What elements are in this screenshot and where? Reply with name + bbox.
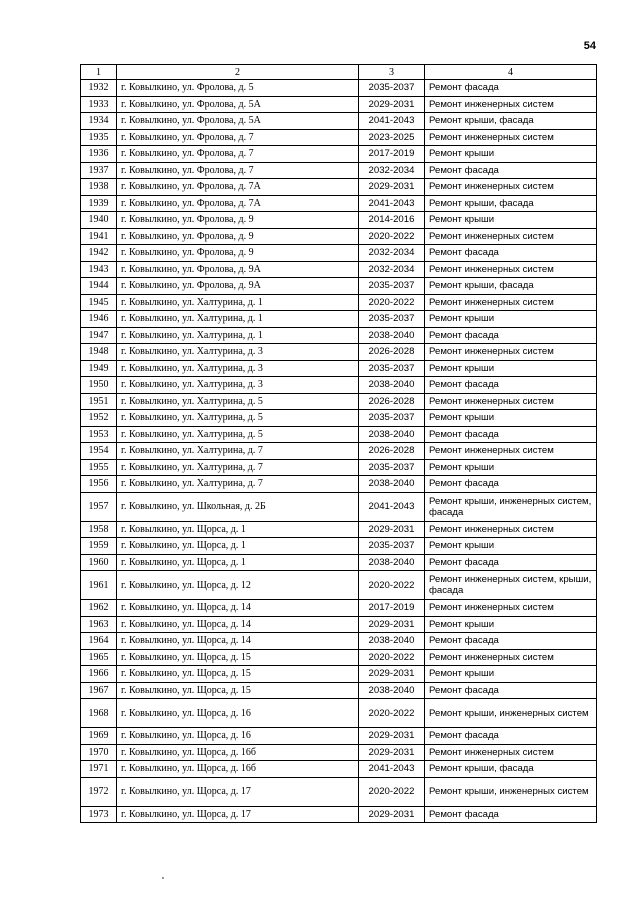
- table-row: [81, 228, 597, 245]
- work-type-cell: Ремонт инженерных систем: [425, 129, 597, 146]
- period-cell: 2032-2034: [359, 162, 425, 179]
- period-cell: 2041-2043: [359, 195, 425, 212]
- work-type-cell: Ремонт инженерных систем: [425, 393, 597, 410]
- repair-schedule-table: [80, 64, 597, 823]
- period-cell: 2038-2040: [359, 327, 425, 344]
- work-type-cell: Ремонт фасада: [425, 633, 597, 650]
- period-cell: 2029-2031: [359, 806, 425, 823]
- address-cell: г. Ковылкино, ул. Фролова, д. 7А: [117, 195, 359, 212]
- header-row: [81, 65, 597, 80]
- period-cell: 2020-2022: [359, 649, 425, 666]
- table-row: [81, 600, 597, 617]
- address-cell: г. Ковылкино, ул. Щорса, д. 17: [117, 806, 359, 823]
- period-cell: 2023-2025: [359, 129, 425, 146]
- row-number: 1944: [81, 278, 117, 295]
- address-cell: г. Ковылкино, ул. Фролова, д. 9А: [117, 278, 359, 295]
- table-row: [81, 327, 597, 344]
- work-type-cell: Ремонт крыши, фасада: [425, 278, 597, 295]
- period-cell: 2038-2040: [359, 426, 425, 443]
- row-number: 1949: [81, 360, 117, 377]
- period-cell: 2035-2037: [359, 410, 425, 427]
- address-cell: г. Ковылкино, ул. Щорса, д. 14: [117, 600, 359, 617]
- address-cell: г. Ковылкино, ул. Халтурина, д. 5: [117, 426, 359, 443]
- address-cell: г. Ковылкино, ул. Щорса, д. 14: [117, 633, 359, 650]
- work-type-cell: Ремонт инженерных систем: [425, 600, 597, 617]
- period-cell: 2026-2028: [359, 393, 425, 410]
- table-row: [81, 633, 597, 650]
- period-cell: 2026-2028: [359, 443, 425, 460]
- table-row: [81, 761, 597, 778]
- row-number: 1959: [81, 538, 117, 555]
- table-row: [81, 410, 597, 427]
- address-cell: г. Ковылкино, ул. Фролова, д. 9А: [117, 261, 359, 278]
- table-row: [81, 571, 597, 600]
- period-cell: 2020-2022: [359, 571, 425, 600]
- work-type-cell: Ремонт инженерных систем, крыши, фасада: [425, 571, 597, 600]
- work-type-cell: Ремонт крыши: [425, 459, 597, 476]
- row-number: 1936: [81, 146, 117, 163]
- table-body: [81, 80, 597, 823]
- period-cell: 2038-2040: [359, 476, 425, 493]
- work-type-cell: Ремонт крыши, фасада: [425, 761, 597, 778]
- row-number: 1947: [81, 327, 117, 344]
- row-number: 1970: [81, 744, 117, 761]
- work-type-cell: Ремонт крыши: [425, 360, 597, 377]
- work-type-cell: Ремонт инженерных систем: [425, 744, 597, 761]
- period-cell: 2038-2040: [359, 633, 425, 650]
- work-type-cell: Ремонт крыши: [425, 666, 597, 683]
- table-row: [81, 554, 597, 571]
- row-number: 1961: [81, 571, 117, 600]
- row-number: 1969: [81, 728, 117, 745]
- row-number: 1968: [81, 699, 117, 728]
- address-cell: г. Ковылкино, ул. Халтурина, д. 3: [117, 344, 359, 361]
- work-type-cell: Ремонт крыши: [425, 616, 597, 633]
- table-row: [81, 377, 597, 394]
- table-row: [81, 393, 597, 410]
- address-cell: г. Ковылкино, ул. Щорса, д. 14: [117, 616, 359, 633]
- address-cell: г. Ковылкино, ул. Щорса, д. 1: [117, 521, 359, 538]
- table-row: [81, 682, 597, 699]
- table-row: [81, 492, 597, 521]
- address-cell: г. Ковылкино, ул. Щорса, д. 16: [117, 699, 359, 728]
- table-row: [81, 476, 597, 493]
- address-cell: г. Ковылкино, ул. Халтурина, д. 1: [117, 294, 359, 311]
- row-number: 1971: [81, 761, 117, 778]
- table-row: [81, 360, 597, 377]
- row-number: 1967: [81, 682, 117, 699]
- period-cell: 2038-2040: [359, 682, 425, 699]
- row-number: 1962: [81, 600, 117, 617]
- period-cell: 2035-2037: [359, 360, 425, 377]
- table-row: [81, 344, 597, 361]
- row-number: 1972: [81, 777, 117, 806]
- row-number: 1954: [81, 443, 117, 460]
- row-number: 1953: [81, 426, 117, 443]
- period-cell: 2029-2031: [359, 521, 425, 538]
- period-cell: 2029-2031: [359, 728, 425, 745]
- work-type-cell: Ремонт крыши: [425, 146, 597, 163]
- address-cell: г. Ковылкино, ул. Халтурина, д. 1: [117, 311, 359, 328]
- table-row: [81, 113, 597, 130]
- table-row: [81, 261, 597, 278]
- row-number: 1948: [81, 344, 117, 361]
- row-number: 1963: [81, 616, 117, 633]
- table-row: [81, 699, 597, 728]
- period-cell: 2041-2043: [359, 113, 425, 130]
- period-cell: 2020-2022: [359, 777, 425, 806]
- table-row: [81, 162, 597, 179]
- work-type-cell: Ремонт крыши: [425, 311, 597, 328]
- work-type-cell: Ремонт фасада: [425, 728, 597, 745]
- row-number: 1932: [81, 80, 117, 97]
- header-col-3: 3: [359, 65, 425, 80]
- period-cell: 2017-2019: [359, 600, 425, 617]
- period-cell: 2029-2031: [359, 96, 425, 113]
- period-cell: 2020-2022: [359, 294, 425, 311]
- row-number: 1941: [81, 228, 117, 245]
- work-type-cell: Ремонт инженерных систем: [425, 649, 597, 666]
- work-type-cell: Ремонт инженерных систем: [425, 228, 597, 245]
- row-number: 1965: [81, 649, 117, 666]
- address-cell: г. Ковылкино, ул. Халтурина, д. 1: [117, 327, 359, 344]
- row-number: 1973: [81, 806, 117, 823]
- scan-speck: [162, 877, 164, 879]
- work-type-cell: Ремонт инженерных систем: [425, 521, 597, 538]
- work-type-cell: Ремонт фасада: [425, 554, 597, 571]
- address-cell: г. Ковылкино, ул. Халтурина, д. 7: [117, 459, 359, 476]
- row-number: 1958: [81, 521, 117, 538]
- address-cell: г. Ковылкино, ул. Фролова, д. 7: [117, 146, 359, 163]
- header-col-1: 1: [81, 65, 117, 80]
- table-row: [81, 459, 597, 476]
- work-type-cell: Ремонт крыши: [425, 538, 597, 555]
- row-number: 1939: [81, 195, 117, 212]
- work-type-cell: Ремонт фасада: [425, 377, 597, 394]
- row-number: 1933: [81, 96, 117, 113]
- address-cell: г. Ковылкино, ул. Фролова, д. 9: [117, 212, 359, 229]
- table-header: [81, 65, 597, 80]
- table-row: [81, 80, 597, 97]
- period-cell: 2014-2016: [359, 212, 425, 229]
- period-cell: 2029-2031: [359, 744, 425, 761]
- work-type-cell: Ремонт инженерных систем: [425, 344, 597, 361]
- work-type-cell: Ремонт фасада: [425, 80, 597, 97]
- address-cell: г. Ковылкино, ул. Фролова, д. 5А: [117, 113, 359, 130]
- period-cell: 2029-2031: [359, 179, 425, 196]
- row-number: 1945: [81, 294, 117, 311]
- row-number: 1956: [81, 476, 117, 493]
- period-cell: 2032-2034: [359, 245, 425, 262]
- period-cell: 2029-2031: [359, 616, 425, 633]
- work-type-cell: Ремонт фасада: [425, 162, 597, 179]
- table-row: [81, 179, 597, 196]
- work-type-cell: Ремонт крыши, инженерных систем, фасада: [425, 492, 597, 521]
- row-number: 1960: [81, 554, 117, 571]
- table-row: [81, 521, 597, 538]
- row-number: 1943: [81, 261, 117, 278]
- address-cell: г. Ковылкино, ул. Фролова, д. 7: [117, 162, 359, 179]
- table-row: [81, 728, 597, 745]
- table-row: [81, 777, 597, 806]
- address-cell: г. Ковылкино, ул. Фролова, д. 5А: [117, 96, 359, 113]
- address-cell: г. Ковылкино, ул. Щорса, д. 1: [117, 554, 359, 571]
- period-cell: 2035-2037: [359, 80, 425, 97]
- work-type-cell: Ремонт крыши, фасада: [425, 195, 597, 212]
- table-row: [81, 311, 597, 328]
- work-type-cell: Ремонт инженерных систем: [425, 443, 597, 460]
- table-row: [81, 806, 597, 823]
- address-cell: г. Ковылкино, ул. Халтурина, д. 7: [117, 476, 359, 493]
- period-cell: 2038-2040: [359, 377, 425, 394]
- address-cell: г. Ковылкино, ул. Фролова, д. 7А: [117, 179, 359, 196]
- row-number: 1966: [81, 666, 117, 683]
- period-cell: 2032-2034: [359, 261, 425, 278]
- address-cell: г. Ковылкино, ул. Фролова, д. 7: [117, 129, 359, 146]
- table-row: [81, 426, 597, 443]
- row-number: 1942: [81, 245, 117, 262]
- work-type-cell: Ремонт крыши, фасада: [425, 113, 597, 130]
- row-number: 1940: [81, 212, 117, 229]
- period-cell: 2029-2031: [359, 666, 425, 683]
- table-row: [81, 96, 597, 113]
- period-cell: 2017-2019: [359, 146, 425, 163]
- address-cell: г. Ковылкино, ул. Щорса, д. 16б: [117, 761, 359, 778]
- address-cell: г. Ковылкино, ул. Халтурина, д. 5: [117, 393, 359, 410]
- work-type-cell: Ремонт крыши, инженерных систем: [425, 777, 597, 806]
- row-number: 1937: [81, 162, 117, 179]
- table-row: [81, 146, 597, 163]
- address-cell: г. Ковылкино, ул. Фролова, д. 9: [117, 245, 359, 262]
- period-cell: 2041-2043: [359, 761, 425, 778]
- period-cell: 2035-2037: [359, 538, 425, 555]
- work-type-cell: Ремонт фасада: [425, 426, 597, 443]
- row-number: 1946: [81, 311, 117, 328]
- table-row: [81, 443, 597, 460]
- table-row: [81, 616, 597, 633]
- address-cell: г. Ковылкино, ул. Щорса, д. 15: [117, 682, 359, 699]
- page-number: 54: [583, 40, 596, 52]
- work-type-cell: Ремонт инженерных систем: [425, 294, 597, 311]
- period-cell: 2035-2037: [359, 459, 425, 476]
- period-cell: 2020-2022: [359, 699, 425, 728]
- period-cell: 2038-2040: [359, 554, 425, 571]
- row-number: 1950: [81, 377, 117, 394]
- address-cell: г. Ковылкино, ул. Щорса, д. 15: [117, 649, 359, 666]
- address-cell: г. Ковылкино, ул. Халтурина, д. 7: [117, 443, 359, 460]
- address-cell: г. Ковылкино, ул. Щорса, д. 1: [117, 538, 359, 555]
- table-row: [81, 278, 597, 295]
- period-cell: 2026-2028: [359, 344, 425, 361]
- address-cell: г. Ковылкино, ул. Щорса, д. 16: [117, 728, 359, 745]
- period-cell: 2035-2037: [359, 278, 425, 295]
- row-number: 1934: [81, 113, 117, 130]
- row-number: 1957: [81, 492, 117, 521]
- table-row: [81, 538, 597, 555]
- table-row: [81, 212, 597, 229]
- row-number: 1964: [81, 633, 117, 650]
- address-cell: г. Ковылкино, ул. Халтурина, д. 3: [117, 360, 359, 377]
- row-number: 1955: [81, 459, 117, 476]
- period-cell: 2035-2037: [359, 311, 425, 328]
- work-type-cell: Ремонт крыши: [425, 212, 597, 229]
- table-row: [81, 129, 597, 146]
- address-cell: г. Ковылкино, ул. Щорса, д. 17: [117, 777, 359, 806]
- row-number: 1952: [81, 410, 117, 427]
- table-row: [81, 666, 597, 683]
- table-row: [81, 649, 597, 666]
- work-type-cell: Ремонт инженерных систем: [425, 96, 597, 113]
- address-cell: г. Ковылкино, ул. Фролова, д. 9: [117, 228, 359, 245]
- address-cell: г. Ковылкино, ул. Халтурина, д. 5: [117, 410, 359, 427]
- header-col-2: 2: [117, 65, 359, 80]
- work-type-cell: Ремонт фасада: [425, 245, 597, 262]
- table-row: [81, 245, 597, 262]
- work-type-cell: Ремонт инженерных систем: [425, 261, 597, 278]
- work-type-cell: Ремонт крыши: [425, 410, 597, 427]
- address-cell: г. Ковылкино, ул. Школьная, д. 2Б: [117, 492, 359, 521]
- work-type-cell: Ремонт инженерных систем: [425, 179, 597, 196]
- work-type-cell: Ремонт фасада: [425, 806, 597, 823]
- work-type-cell: Ремонт фасада: [425, 476, 597, 493]
- work-type-cell: Ремонт фасада: [425, 327, 597, 344]
- address-cell: г. Ковылкино, ул. Щорса, д. 12: [117, 571, 359, 600]
- row-number: 1935: [81, 129, 117, 146]
- header-col-4: 4: [425, 65, 597, 80]
- row-number: 1951: [81, 393, 117, 410]
- address-cell: г. Ковылкино, ул. Щорса, д. 16б: [117, 744, 359, 761]
- work-type-cell: Ремонт фасада: [425, 682, 597, 699]
- row-number: 1938: [81, 179, 117, 196]
- work-type-cell: Ремонт крыши, инженерных систем: [425, 699, 597, 728]
- address-cell: г. Ковылкино, ул. Фролова, д. 5: [117, 80, 359, 97]
- address-cell: г. Ковылкино, ул. Халтурина, д. 3: [117, 377, 359, 394]
- period-cell: 2020-2022: [359, 228, 425, 245]
- address-cell: г. Ковылкино, ул. Щорса, д. 15: [117, 666, 359, 683]
- table-row: [81, 744, 597, 761]
- table-row: [81, 294, 597, 311]
- period-cell: 2041-2043: [359, 492, 425, 521]
- table-row: [81, 195, 597, 212]
